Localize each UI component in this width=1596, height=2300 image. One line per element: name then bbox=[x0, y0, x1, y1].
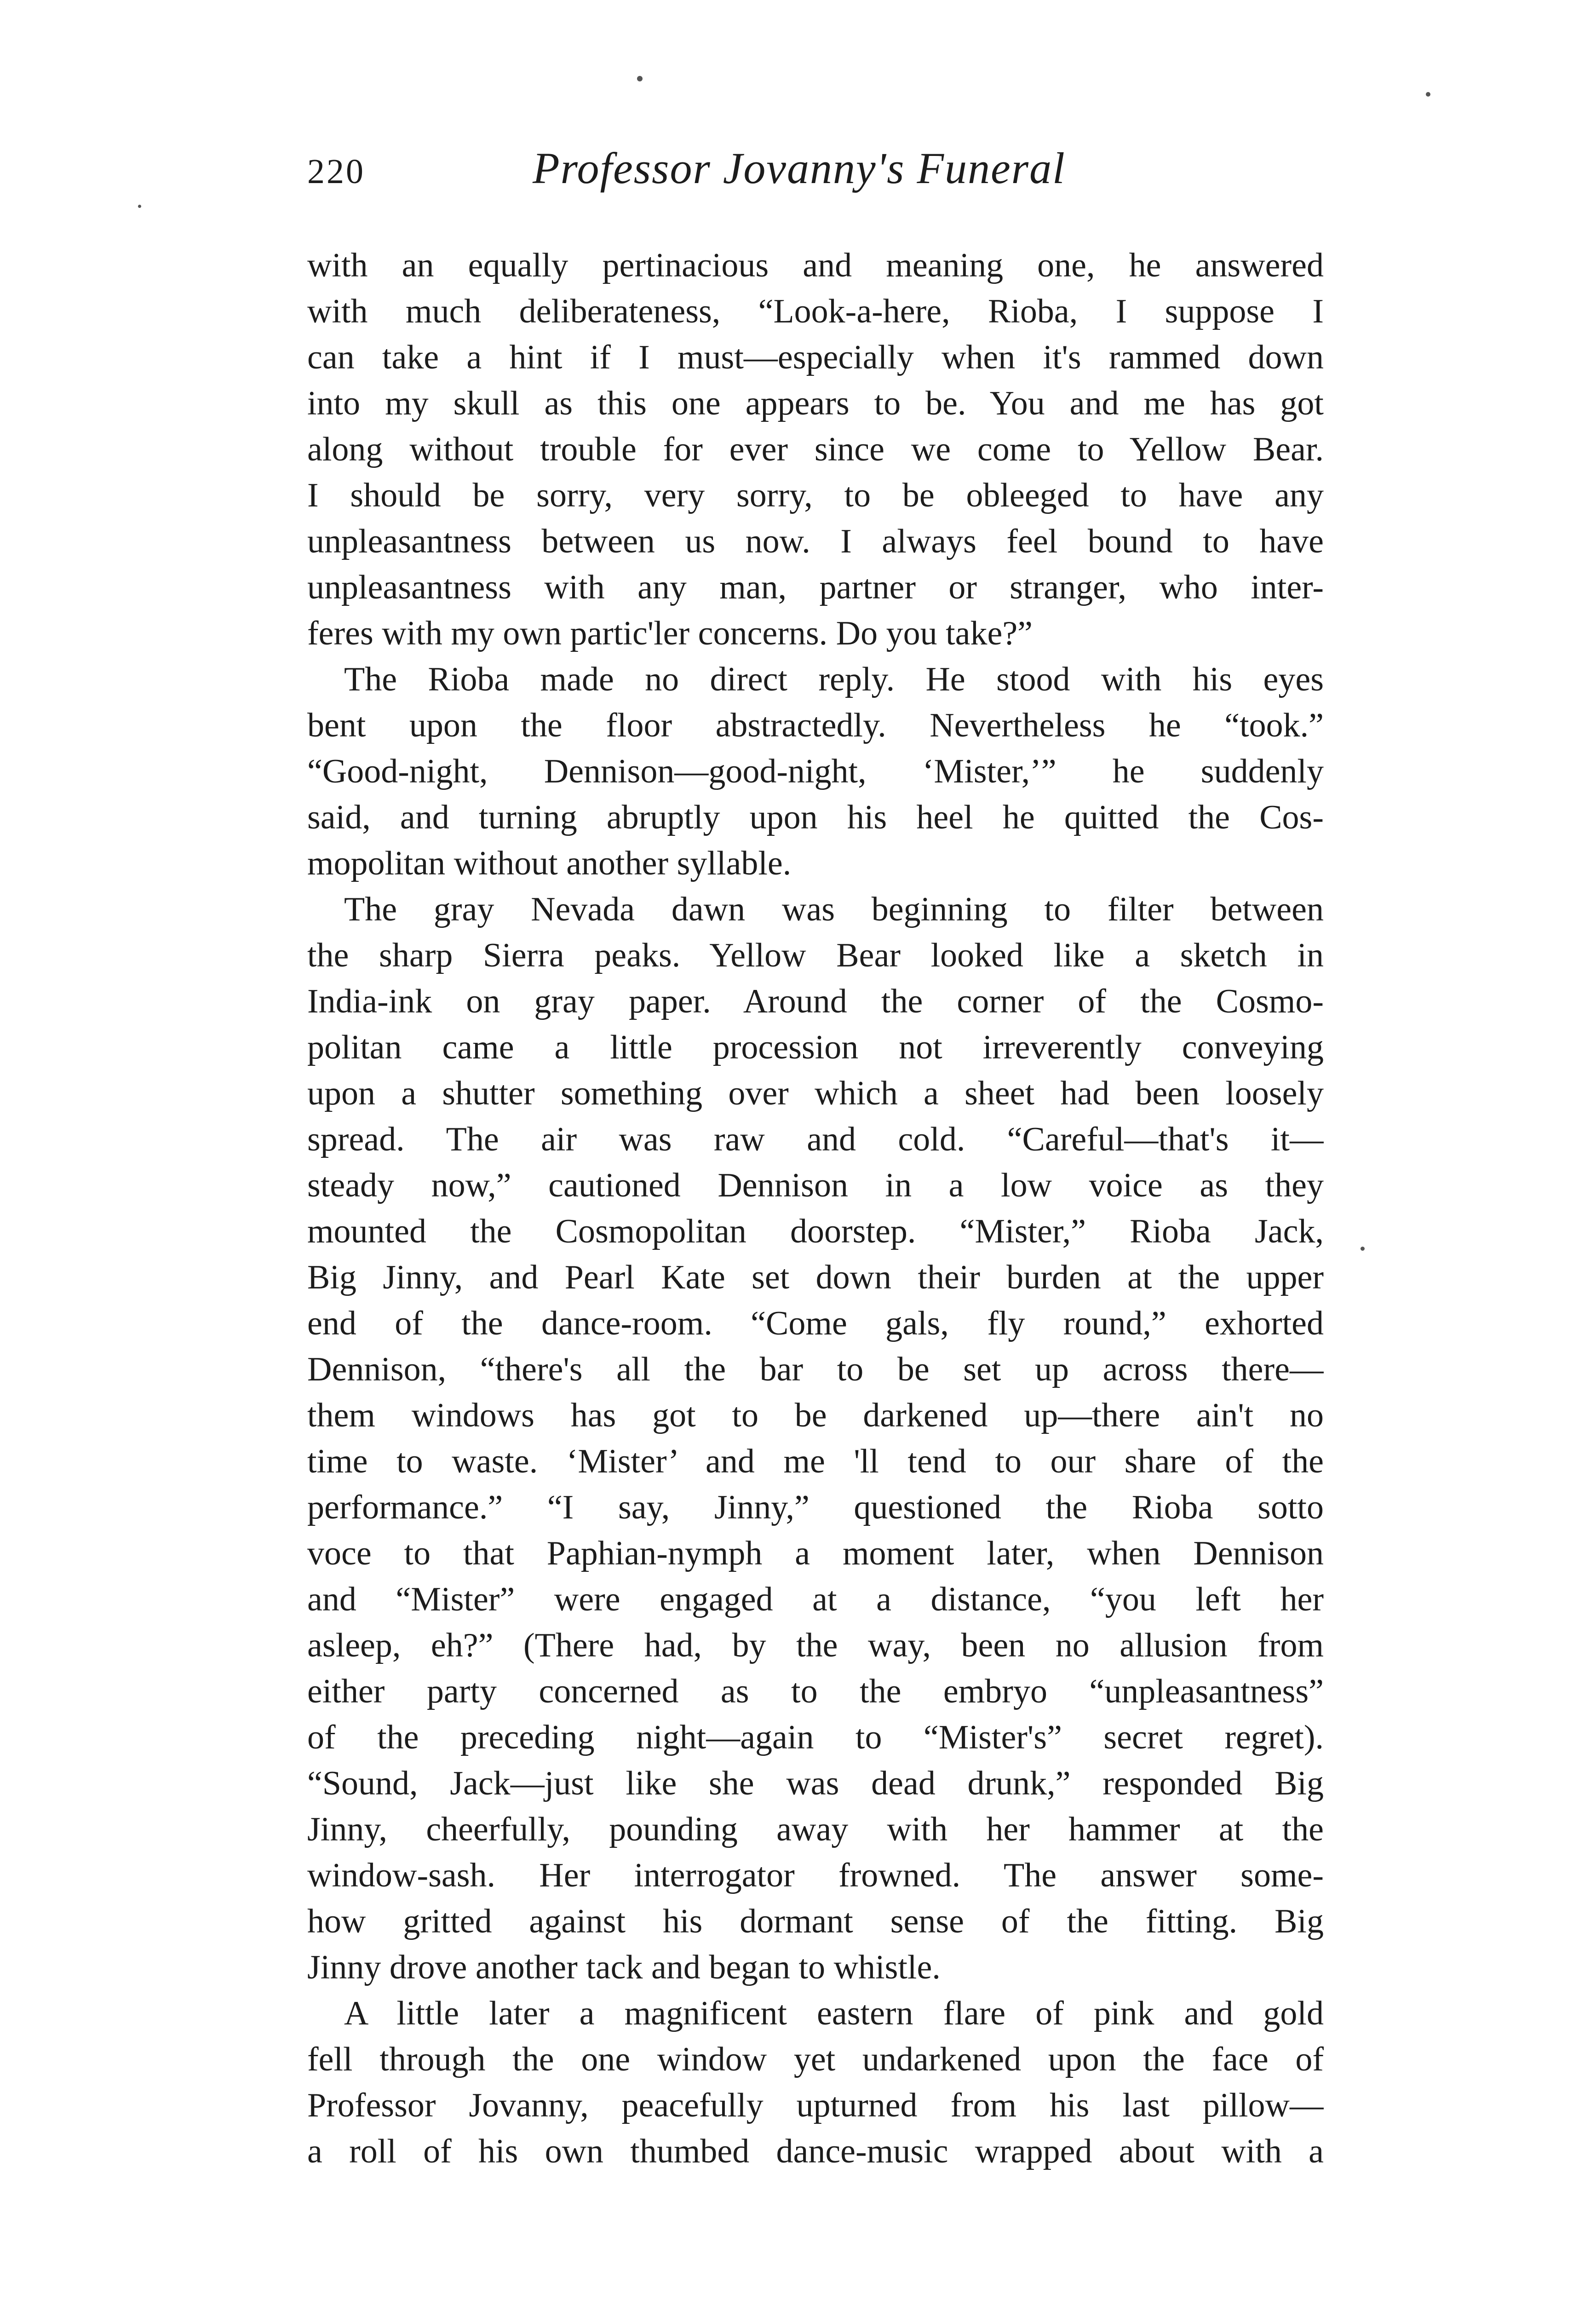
text-line: feres with my own partic'ler concerns. Do you take?” bbox=[307, 615, 1033, 652]
text-line: window-sash. Her interrogator frowned. The answer some- bbox=[307, 1857, 1324, 1894]
text-line: A little later a magnificent eastern flare of pink and gold bbox=[344, 1995, 1324, 2032]
text-line: along without trouble for ever since we come to Yellow Bear. bbox=[307, 431, 1324, 468]
text-line: fell through the one window yet undarkened upon the face of bbox=[307, 2041, 1324, 2078]
text-line: and “Mister” were engaged at a distance, “you left her bbox=[307, 1581, 1324, 1618]
text-line: bent upon the floor abstractedly. Nevertheless he “took.” bbox=[307, 707, 1324, 744]
text-line: performance.” “I say, Jinny,” questioned the Rioba sotto bbox=[307, 1489, 1324, 1526]
text-line: steady now,” cautioned Dennison in a low voice as they bbox=[307, 1167, 1324, 1204]
ink-speck bbox=[637, 76, 643, 81]
text-line: politan came a little procession not irreverently conveying bbox=[307, 1029, 1324, 1066]
text-line: “Good-night, Dennison—good-night, ‘Mister,’” he suddenly bbox=[307, 753, 1324, 790]
text-line: unpleasantness between us now. I always feel bound to have bbox=[307, 523, 1324, 560]
text-line: time to waste. ‘Mister’ and me 'll tend to our share of the bbox=[307, 1443, 1324, 1480]
text-line: upon a shutter something over which a sheet had been loosely bbox=[307, 1075, 1324, 1112]
page-number: 220 bbox=[307, 152, 365, 191]
text-line: India-ink on gray paper. Around the corner of the Cosmo- bbox=[307, 983, 1324, 1020]
text-line: how gritted against his dormant sense of the fitting. Big bbox=[307, 1903, 1324, 1940]
text-line: Dennison, “there's all the bar to be set up across there— bbox=[307, 1351, 1324, 1388]
text-line: Jinny, cheerfully, pounding away with her hammer at the bbox=[307, 1811, 1324, 1848]
text-line: into my skull as this one appears to be. You and me has got bbox=[307, 385, 1324, 422]
text-line: spread. The air was raw and cold. “Careful—that's it— bbox=[307, 1121, 1324, 1158]
text-line: Professor Jovanny, peacefully upturned from his last pillow— bbox=[307, 2087, 1324, 2124]
text-line: I should be sorry, very sorry, to be obleeged to have any bbox=[307, 477, 1324, 514]
body-text bbox=[307, 242, 1324, 2174]
text-line: end of the dance-room. “Come gals, fly round,” exhorted bbox=[307, 1305, 1324, 1342]
text-line: unpleasantness with any man, partner or stranger, who inter- bbox=[307, 569, 1324, 606]
text-line: The gray Nevada dawn was beginning to filter between bbox=[344, 891, 1324, 928]
text-line: Jinny drove another tack and began to whistle. bbox=[307, 1949, 941, 1986]
text-line: “Sound, Jack—just like she was dead drunk,” responded Big bbox=[307, 1765, 1324, 1802]
text-line: The Rioba made no direct reply. He stood with his eyes bbox=[344, 661, 1324, 698]
text-line: asleep, eh?” (There had, by the way, been no allusion from bbox=[307, 1627, 1324, 1664]
text-line: the sharp Sierra peaks. Yellow Bear looked like a sketch in bbox=[307, 937, 1324, 974]
text-line: mopolitan without another syllable. bbox=[307, 845, 792, 882]
text-line: either party concerned as to the embryo “unpleasantness” bbox=[307, 1673, 1324, 1710]
ink-speck bbox=[1361, 1247, 1365, 1251]
text-line: can take a hint if I must—especially when it's rammed down bbox=[307, 339, 1324, 376]
text-line: a roll of his own thumbed dance-music wrapped about with a bbox=[307, 2133, 1324, 2170]
page-header bbox=[307, 143, 1333, 212]
text-line: of the preceding night—again to “Mister's” secret regret). bbox=[307, 1719, 1324, 1756]
text-line: said, and turning abruptly upon his heel he quitted the Cos- bbox=[307, 799, 1324, 836]
text-line: Big Jinny, and Pearl Kate set down their burden at the upper bbox=[307, 1259, 1324, 1296]
ink-speck bbox=[1426, 92, 1430, 97]
text-line: with an equally pertinacious and meaning one, he answered bbox=[307, 247, 1324, 284]
text-line: voce to that Paphian-nymph a moment later, when Dennison bbox=[307, 1535, 1324, 1572]
text-line: with much deliberateness, “Look-a-here, Rioba, I suppose I bbox=[307, 293, 1324, 330]
text-line: mounted the Cosmopolitan doorstep. “Mister,” Rioba Jack, bbox=[307, 1213, 1324, 1250]
text-line: them windows has got to be darkened up—there ain't no bbox=[307, 1397, 1324, 1434]
ink-speck bbox=[138, 205, 141, 208]
running-title: Professor Jovanny's Funeral bbox=[533, 144, 1066, 193]
